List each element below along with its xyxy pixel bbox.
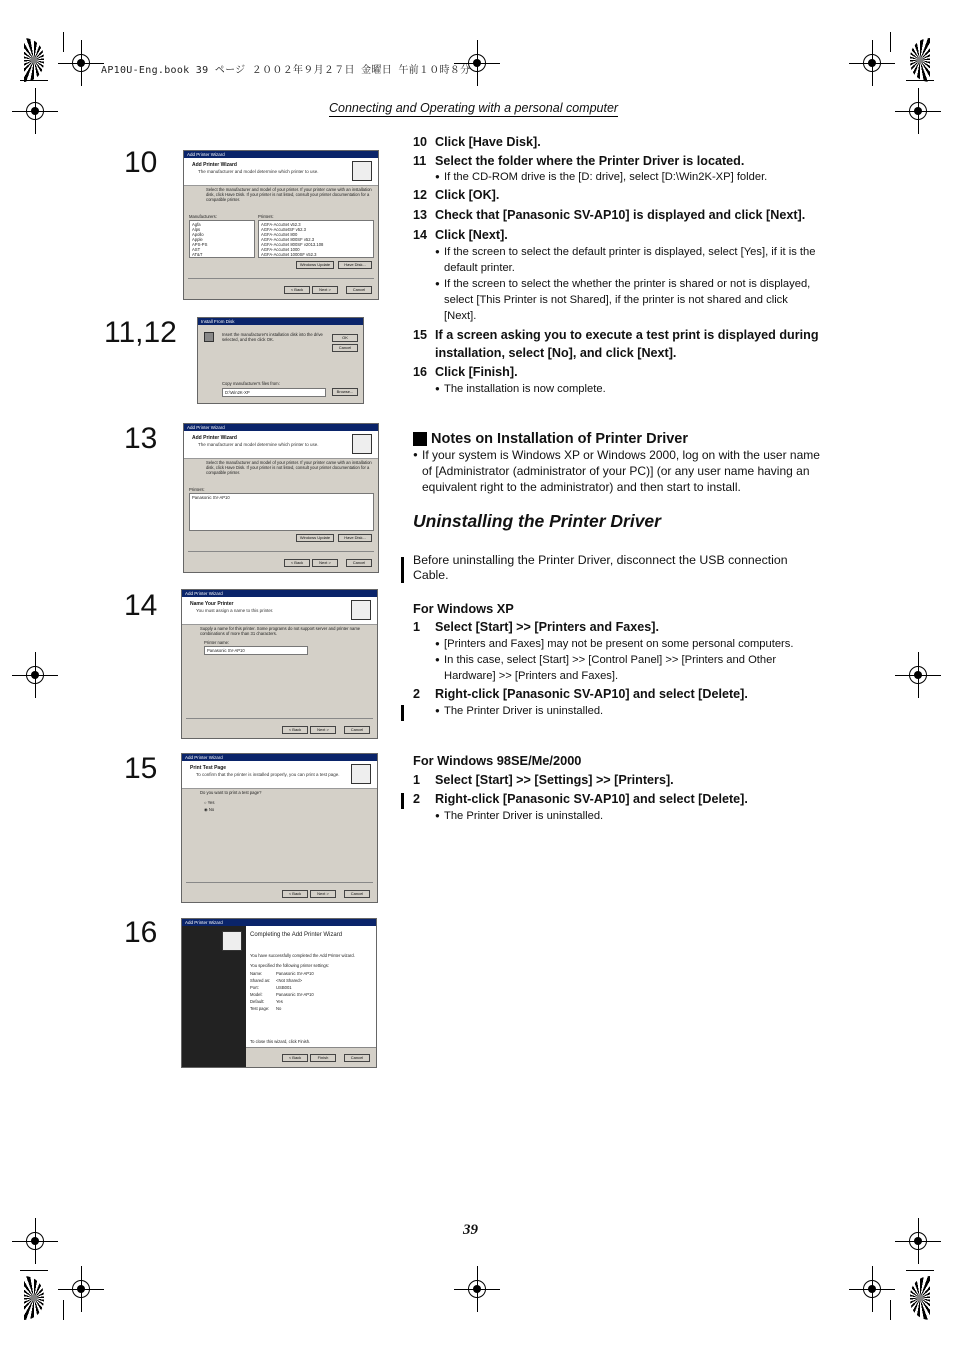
cancel-button[interactable]: Cancel [344,726,370,734]
xp-step-1: 1 Select [Start] >> [Printers and Faxes]. [413,620,659,634]
windows-update-button[interactable]: Windows Update [296,534,334,542]
print-header: AP10U-Eng.book 39 ページ ２００２年９月２７日 金曜日 午前１０時８分 [101,65,471,76]
trim-line [20,80,48,81]
dialog-header [182,761,377,789]
trim-line [63,1300,64,1320]
copy-files-label: Copy manufacturer's files from: [222,381,280,386]
section-square-icon [413,432,427,446]
figure-label: 15 [124,752,158,785]
cancel-button[interactable]: Cancel [344,1054,370,1062]
xp-step-2: 2 Right-click [Panasonic SV-AP10] and select [Delete]. [413,687,748,701]
printers-list[interactable]: AGFA-AccuSet v52.3 AGFA-AccuSetSF v52.3 AGFA-AccuSet 800 AGFA-AccuSet 800SF v52.3 AGFA-AccuSet 800SF v2013.108 AGFA-AccuSet 1000 AGFA-AccuSet 1000SF v52.3 [258,220,374,258]
notes-bullet: ● If your system is Windows XP or Windows 2000, log on with the user name of [Administrator (administrator of your PC)] (or any user name having an equivalent right to the administrator) and then start to install. [413,448,820,494]
back-button[interactable]: < Back [284,286,310,294]
back-button[interactable]: < Back [284,559,310,567]
printer-icon [222,931,242,951]
step-bullet: ● The installation is now complete. [435,383,606,395]
xp-bullet: ● [Printers and Faxes] may not be present on some personal computers. [435,638,794,650]
dialog-heading: Print Test Page [190,765,227,771]
change-bar [401,557,404,583]
dialog-subheading: The manufacturer and model determine which printer to use. [198,442,319,447]
dialog-subheading: To confirm that the printer is installed properly, you can print a test page. [196,772,340,777]
registration-mark [20,96,50,126]
step-15: 15 If a screen asking you to execute a test print is displayed during installation, select [No], and click [Next]. [413,328,819,360]
printer-icon [351,764,371,784]
step-13: 13 Check that [Panasonic SV-AP10] is displayed and click [Next]. [413,208,806,222]
color-bar-mark [910,38,930,82]
dialog-title-bar: Add Printer Wizard [182,919,376,926]
name-your-printer-screenshot [181,589,378,739]
windows-update-button[interactable]: Windows Update [296,261,334,269]
dialog-header [184,158,378,186]
uninstall-intro: Before uninstalling the Printer Driver, disconnect the USB connection Cable. [413,553,788,582]
figure-label: 14 [124,589,158,622]
dialog-body: Insert the manufacturer's installation disk into the drive selected, and then click OK. [222,332,323,342]
registration-mark [857,1274,887,1304]
windows-98-section [413,753,823,824]
printer-icon [352,434,372,454]
dialog-header [184,431,378,459]
completing-wizard-screenshot: Add Printer Wizard Completing the Add Printer Wizard You have successfully completed the Add Printer wizard. You specified the following printer settings: Name: Panasonic SV-AP10 Shared as: <Not Shared> Port: USB001 Model: Panasonic SV-AP10 Default: Yes Test page: No To close this wizard, click Finish. < Back Finish Cancel [181,918,377,1068]
next-button[interactable]: Next > [312,559,338,567]
trim-line [20,1270,48,1271]
back-button[interactable]: < Back [282,890,308,898]
running-head: Connecting and Operating with a personal computer [329,101,619,115]
manufacturers-list[interactable]: Agfa Alps Apollo Apple APS-PS AST AT&T [189,220,255,258]
color-bar-mark [24,38,44,82]
dialog-body: Select the manufacturer and model of your printer. If your printer came with an installation disk, click Have Disk. If your printer is not listed, consult your printer documentation for a compatible printer. [206,460,372,475]
registration-mark [20,660,50,690]
notes-section [413,431,823,495]
dialog-heading: Name Your Printer [190,601,234,607]
dialog-title-bar: Add Printer Wizard [184,151,378,158]
printer-icon [351,600,371,620]
dialog-subheading: The manufacturer and model determine which printer to use. [198,169,319,174]
browse-button[interactable]: Browse... [332,388,358,396]
registration-mark [20,1226,50,1256]
dialog-title-bar: Install From Disk [198,318,363,325]
cancel-button[interactable]: Cancel [346,559,372,567]
printers-list[interactable]: Panasonic SV-AP10 [189,493,374,531]
windows-xp-heading: For Windows XP [413,601,514,616]
step-12: 12 Click [OK]. [413,188,500,202]
dialog-title-bar: Add Printer Wizard [184,424,378,431]
next-button[interactable]: Next > [312,286,338,294]
registration-mark [66,1274,96,1304]
step-14: 14 Click [Next]. [413,228,508,242]
dialog-body: Select the manufacturer and model of your printer. If your printer came with an installation disk, click Have Disk. If your printer is not listed, consult your printer documentation for a compatible printer. [206,187,372,202]
step-10: 10 Click [Have Disk]. [413,135,541,149]
figure-label: 11,12 [104,316,177,349]
printer-icon [352,161,372,181]
finish-button[interactable]: Finish [310,1054,336,1062]
path-field[interactable]: D:\Win2K-XP [222,388,326,397]
windows-xp-section [413,601,823,719]
cancel-button[interactable]: Cancel [332,344,358,352]
have-disk-button[interactable]: Have Disk... [338,534,372,542]
dialog-heading: Completing the Add Printer Wizard [250,932,343,938]
step-16: 16 Click [Finish]. [413,365,518,379]
separator [188,278,374,279]
ok-button[interactable]: OK [332,334,358,342]
registration-mark [462,1274,492,1304]
printer-name-field[interactable]: Panasonic SV-AP10 [204,646,308,655]
xp-bullet: ● In this case, select [Start] >> [Control Panel] >> [Printers and Other Hardware] >> [Printers and Faxes]. [435,654,777,682]
trim-line [890,32,891,52]
dialog-title-bar: Add Printer Wizard [182,754,377,761]
registration-mark [903,660,933,690]
registration-mark [903,1226,933,1256]
cancel-button[interactable]: Cancel [344,890,370,898]
next-button[interactable]: Next > [310,890,336,898]
notes-title: Notes on Installation of Printer Driver [413,431,823,447]
step-bullet: ● If the screen to select the default printer is displayed, select [Yes], if it is the default printer. [435,246,816,274]
dialog-title-bar: Add Printer Wizard [182,590,377,597]
registration-mark [903,96,933,126]
dialog-body: Supply a name for this printer. Some programs do not support server and printer name combinations of more than 31 characters. [200,626,361,636]
xp-bullet: ● The Printer Driver is uninstalled. [435,705,604,717]
cancel-button[interactable]: Cancel [346,286,372,294]
trim-line [890,1300,891,1320]
w98-bullet: ● The Printer Driver is uninstalled. [435,810,604,822]
dialog-subheading: You must assign a name to this printer. [196,608,274,613]
figure-label: 16 [124,916,158,949]
next-button[interactable]: Next > [310,726,336,734]
separator [186,882,373,883]
back-button[interactable]: < Back [282,1054,308,1062]
separator [188,551,374,552]
page-number: 39 [463,1222,478,1238]
w98-step-2: 2 Right-click [Panasonic SV-AP10] and select [Delete]. [413,792,748,806]
separator [186,718,373,719]
print-test-page-screenshot [181,753,378,903]
disk-icon [204,332,214,342]
option-no[interactable]: ◉ No [204,807,215,812]
dialog-heading: Add Printer Wizard [192,162,237,168]
registration-mark [66,48,96,78]
change-bar [401,705,404,721]
trim-line [63,32,64,52]
step-bullet: ● If the CD-ROM drive is the [D: drive], select [D:\Win2K-XP] folder. [435,171,768,183]
dialog-header [182,597,377,625]
step-bullet: ● If the screen to select the whether the printer is shared or not is displayed, select [This Printer is not Shared], if the printer is not shared and click [Next]. [435,278,811,322]
install-from-disk-screenshot [197,317,364,404]
manufacturers-label: Manufacturers: [189,214,217,219]
color-bar-mark [910,1276,930,1320]
back-button[interactable]: < Back [282,726,308,734]
install-steps [413,134,823,397]
printers-label: Printers: [258,214,274,219]
have-disk-button[interactable]: Have Disk... [338,261,372,269]
trim-line [906,80,934,81]
dialog-body: Do you want to print a test page? [200,790,262,795]
dialog-heading: Add Printer Wizard [192,435,237,441]
figure-label: 13 [124,422,158,455]
add-printer-wizard-screenshot [183,423,379,573]
option-yes[interactable]: ○ Yes [204,800,215,805]
change-bar [401,793,404,809]
figure-label: 10 [124,146,158,179]
uninstall-title: Uninstalling the Printer Driver [413,511,661,531]
step-11: 11 Select the folder where the Printer Driver is located. [413,154,745,168]
trim-line [906,1270,934,1271]
add-printer-wizard-screenshot [183,150,379,300]
printers-label: Printers: [189,487,205,492]
w98-step-1: 1 Select [Start] >> [Settings] >> [Printers]. [413,773,674,787]
windows-98-heading: For Windows 98SE/Me/2000 [413,753,582,768]
printer-name-label: Printer name: [204,640,230,645]
registration-mark [857,48,887,78]
color-bar-mark [24,1276,44,1320]
